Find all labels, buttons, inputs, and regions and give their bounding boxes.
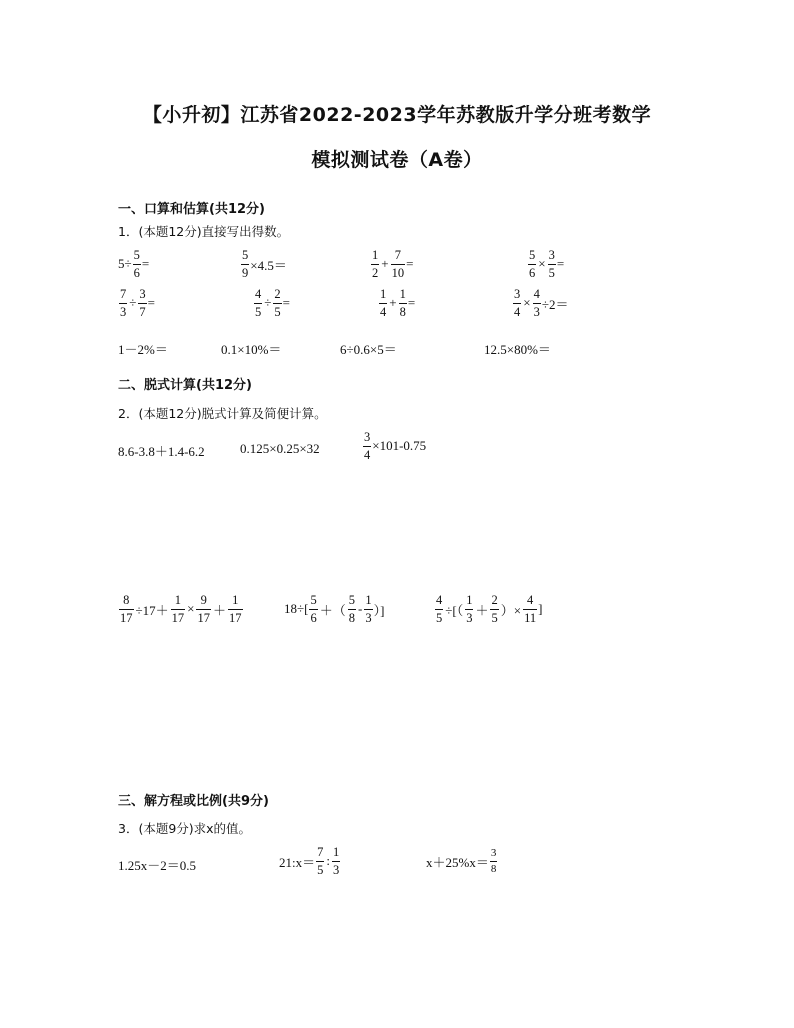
numerator: 3 <box>139 287 146 301</box>
question1-prompt: 1．(本题12分)直接写出得数。 <box>118 224 290 239</box>
operator: + <box>389 295 397 310</box>
page-title-line1: 【小升初】江苏省2022-2023学年苏教版升学分班考数学 <box>142 104 652 126</box>
q1-expr-7-fraction-b <box>399 288 407 318</box>
numerator: 1 <box>399 287 406 301</box>
q1-expr-7-suffix: = <box>407 295 416 310</box>
fraction <box>332 846 340 876</box>
q2-expr-3-fraction <box>363 431 371 461</box>
denominator: 3 <box>365 610 372 625</box>
denominator: 4 <box>364 447 371 462</box>
fraction <box>523 594 537 624</box>
operator: × <box>538 256 546 271</box>
numerator: 1 <box>365 593 372 607</box>
numerator: 1 <box>232 593 239 607</box>
fraction <box>465 594 473 624</box>
numerator: 4 <box>255 287 262 301</box>
fraction <box>435 594 443 624</box>
prefix: 18÷[ <box>284 601 309 616</box>
fraction <box>309 594 317 624</box>
operator: ＋ <box>212 602 226 618</box>
numerator: 4 <box>526 593 534 607</box>
numerator: 5 <box>133 248 140 262</box>
denominator: 8 <box>490 863 497 875</box>
operator: ÷17＋ <box>135 602 169 618</box>
denominator: 7 <box>139 304 146 319</box>
denominator: 5 <box>274 304 281 319</box>
numerator: 5 <box>348 593 355 607</box>
fraction <box>364 594 372 624</box>
operator: ÷ <box>129 295 137 310</box>
fraction <box>348 594 356 624</box>
q1-expr-4-fraction-b <box>548 249 556 279</box>
section2-heading: 二、脱式计算(共12分) <box>118 378 252 393</box>
q1-expr-8-fraction-a <box>513 288 521 318</box>
q1-expr-8-suffix: ÷2＝ <box>541 296 569 312</box>
denominator: 17 <box>197 610 210 625</box>
q1-expr-2-fraction <box>241 249 249 279</box>
denominator: 5 <box>548 265 555 280</box>
numerator: 1 <box>372 248 379 262</box>
q2-expr-3 <box>362 431 426 461</box>
fraction <box>316 846 324 876</box>
q1-expr-6-fraction-b <box>273 288 281 318</box>
denominator: 9 <box>242 265 249 280</box>
q1-expr-5-suffix: = <box>147 295 155 310</box>
q2-expr-4 <box>118 594 244 624</box>
operator: × <box>523 295 531 310</box>
q3-expr-3 <box>426 848 498 875</box>
q1-expr-4-suffix: = <box>556 256 565 271</box>
denominator: 4 <box>380 304 387 319</box>
denominator: 3 <box>533 304 540 319</box>
operator: : <box>326 853 330 868</box>
fraction <box>171 594 186 624</box>
operator: ＋（ <box>319 602 346 618</box>
q1-expr-10: 0.1×10%＝ <box>221 342 282 357</box>
q2-expr-3-suffix: ×101-0.75 <box>372 438 427 453</box>
numerator: 7 <box>120 287 127 301</box>
numerator: 9 <box>200 593 207 607</box>
denominator: 3 <box>466 610 473 625</box>
numerator: 3 <box>514 287 521 301</box>
q1-expr-6-suffix: = <box>282 295 290 310</box>
denominator: 17 <box>229 610 242 625</box>
denominator: 17 <box>120 610 133 625</box>
operator: - <box>357 601 363 616</box>
denominator: 5 <box>317 862 324 877</box>
numerator: 7 <box>317 845 324 859</box>
denominator: 2 <box>372 265 379 280</box>
denominator: 5 <box>491 610 498 625</box>
numerator: 1 <box>380 287 387 301</box>
q1-expr-5-fraction-b <box>138 288 146 318</box>
denominator: 10 <box>391 265 405 280</box>
q2-expr-2: 0.125×0.25×32 <box>240 441 320 456</box>
q1-expr-7-fraction-a <box>379 288 387 318</box>
q2-expr-1: 8.6-3.8＋1.4-6.2 <box>118 444 205 459</box>
operator: + <box>381 256 389 271</box>
numerator: 5 <box>310 593 317 607</box>
denominator: 5 <box>436 610 443 625</box>
numerator: 3 <box>364 430 371 444</box>
suffix: ] <box>538 601 543 616</box>
denominator: 8 <box>348 610 355 625</box>
operator: ÷ <box>264 295 272 310</box>
q1-expr-1-fraction <box>133 249 141 279</box>
operator: ）× <box>500 602 522 618</box>
denominator: 11 <box>524 610 537 625</box>
fraction <box>490 848 498 875</box>
operator: × <box>187 601 195 616</box>
q1-expr-1-suffix: = <box>141 256 150 271</box>
numerator: 3 <box>548 248 555 262</box>
denominator: 3 <box>120 304 127 319</box>
q1-expr-6 <box>253 288 290 318</box>
fraction <box>196 594 211 624</box>
numerator: 3 <box>490 847 497 859</box>
q1-expr-4 <box>527 249 564 279</box>
q1-expr-5-fraction-a <box>119 288 127 318</box>
q1-expr-1-prefix: 5÷ <box>118 256 132 271</box>
q3-expr-1: 1.25x－2＝0.5 <box>118 858 197 873</box>
q1-expr-1 <box>118 249 149 279</box>
q1-expr-8-fraction-b <box>533 288 541 318</box>
suffix: ）] <box>373 602 385 618</box>
operator: ÷[（ <box>445 602 464 618</box>
denominator: 6 <box>529 265 536 280</box>
denominator: 6 <box>310 610 317 625</box>
q2-expr-5 <box>284 594 384 624</box>
fraction <box>119 594 134 624</box>
q2-expr-6 <box>434 594 542 624</box>
fraction <box>228 594 243 624</box>
q1-expr-4-fraction-a <box>528 249 536 279</box>
q1-expr-6-fraction-a <box>254 288 262 318</box>
numerator: 5 <box>529 248 536 262</box>
prefix: 21:x＝ <box>279 854 316 870</box>
q1-expr-3-suffix: = <box>406 256 414 271</box>
numerator: 8 <box>123 593 130 607</box>
denominator: 6 <box>133 265 140 280</box>
numerator: 1 <box>333 845 340 859</box>
q3-expr-2 <box>279 846 341 876</box>
section3-heading: 三、解方程或比例(共9分) <box>118 794 269 809</box>
denominator: 5 <box>255 304 262 319</box>
numerator: 2 <box>491 593 498 607</box>
denominator: 17 <box>171 610 185 625</box>
numerator: 5 <box>242 248 249 262</box>
section1-heading: 一、口算和估算(共12分) <box>118 202 265 217</box>
q1-expr-2-suffix: ×4.5＝ <box>250 257 287 273</box>
q1-expr-9: 1－2%＝ <box>118 342 168 357</box>
denominator: 4 <box>514 304 521 319</box>
q1-expr-3 <box>370 249 413 279</box>
q1-expr-12: 12.5×80%＝ <box>484 342 551 357</box>
numerator: 4 <box>436 593 443 607</box>
fraction <box>490 594 498 624</box>
numerator: 1 <box>174 593 182 607</box>
operator: ＋ <box>475 602 489 618</box>
numerator: 2 <box>274 287 281 301</box>
q1-expr-5 <box>118 288 155 318</box>
question2-prompt: 2．(本题12分)脱式计算及简便计算。 <box>118 406 327 421</box>
q1-expr-8 <box>512 288 568 318</box>
numerator: 1 <box>466 593 473 607</box>
q1-expr-11: 6÷0.6×5＝ <box>340 342 397 357</box>
denominator: 3 <box>333 862 340 877</box>
q1-expr-3-fraction-b <box>391 249 406 279</box>
page-title-line2: 模拟测试卷（A卷） <box>311 149 483 171</box>
q1-expr-7 <box>378 288 415 318</box>
numerator: 4 <box>533 287 540 301</box>
denominator: 8 <box>399 304 406 319</box>
question3-prompt: 3．(本题9分)求x的值。 <box>118 821 252 836</box>
numerator: 7 <box>394 248 401 262</box>
prefix: x＋25%x＝ <box>426 855 489 870</box>
q1-expr-3-fraction-a <box>371 249 379 279</box>
q1-expr-2 <box>240 249 287 279</box>
